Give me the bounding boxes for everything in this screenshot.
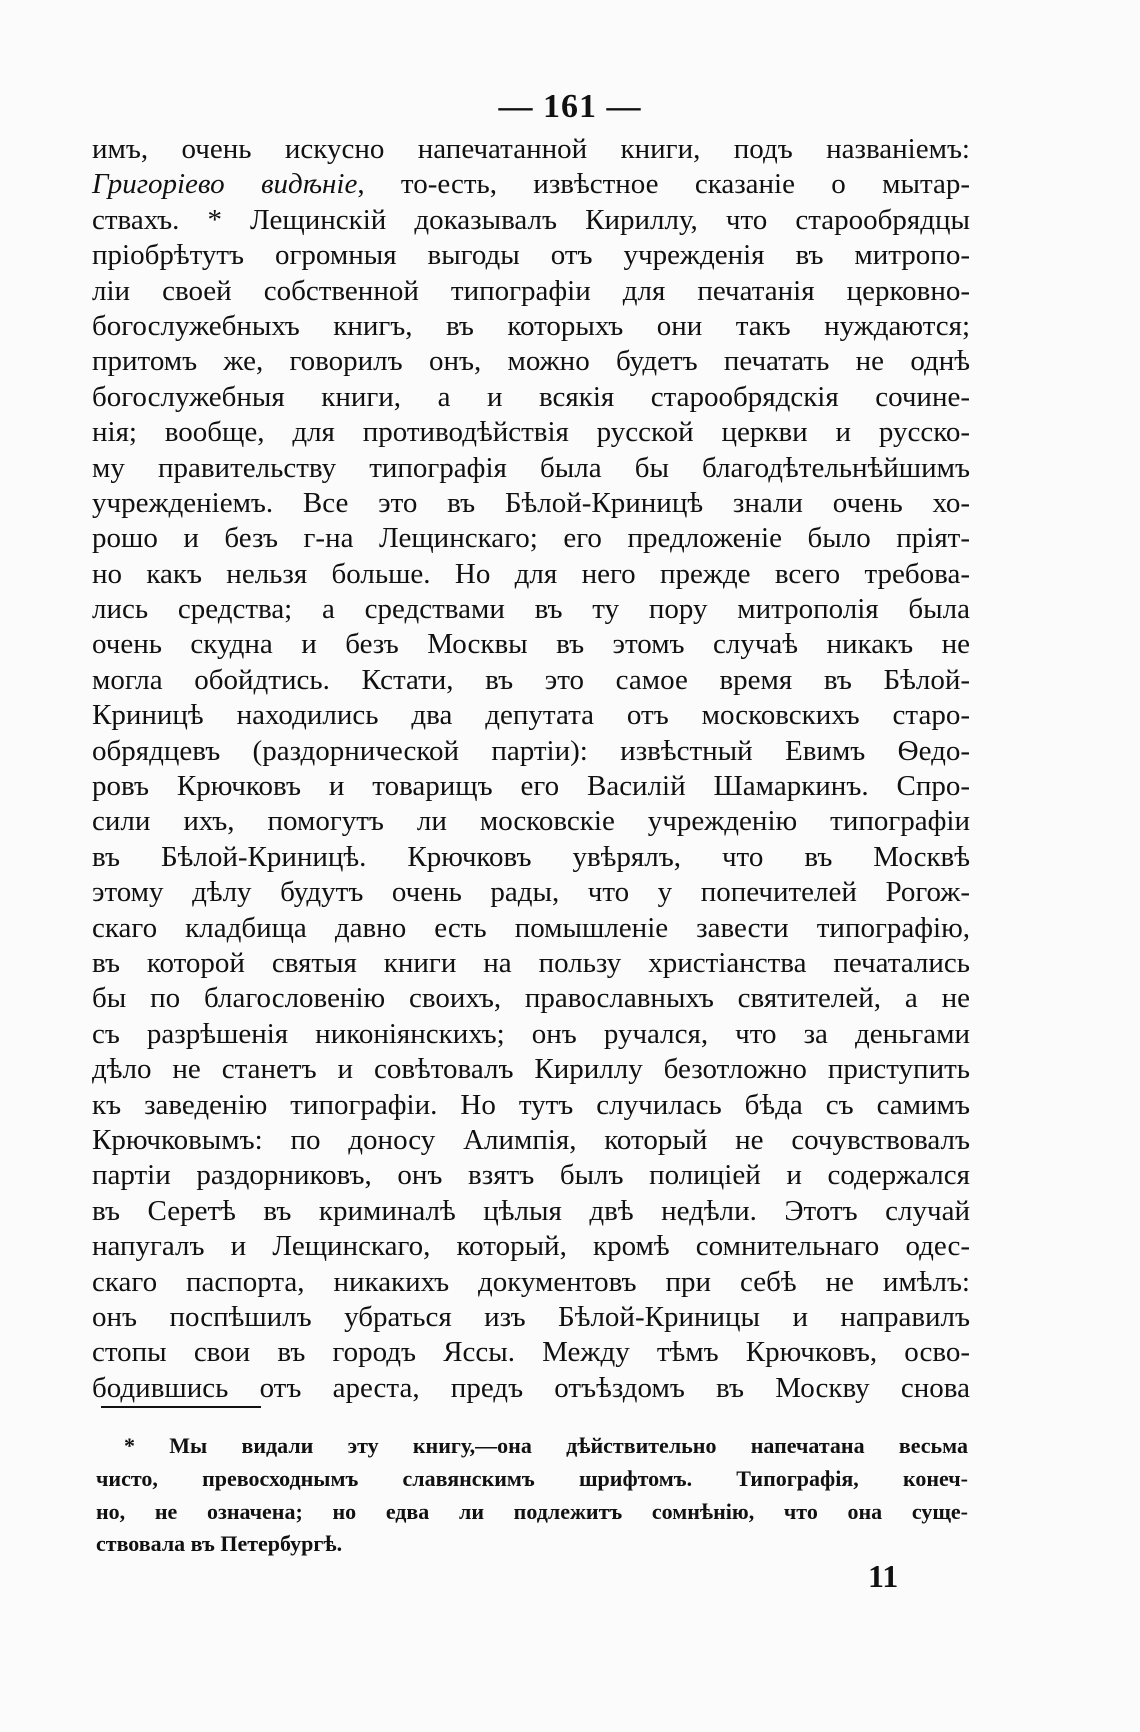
text-line: къ заведенію типографіи. Но тутъ случилась бѣда съ самимъ (92, 1088, 970, 1121)
footnote-line: * Мы видали эту книгу,—она дѣйствительно напечатана весьма (124, 1433, 968, 1458)
italic-title: Григоріево видѣніе (92, 168, 358, 201)
text-line-rest: , то-есть, извѣстное сказаніе о мытар- (357, 168, 971, 201)
text-line: нія; вообще, для противодѣйствія русской церкви и русско- (92, 416, 970, 449)
text-line: лись средства; а средствами въ ту пору митрополія была (92, 593, 970, 626)
signature-mark: 11 (868, 1558, 899, 1594)
text-line: ровъ Крючковъ и товарищъ его Василій Шамаркинъ. Спро- (92, 770, 970, 803)
body-text (92, 132, 970, 1406)
text-line: стопы свои въ городъ Яссы. Между тѣмъ Крючковъ, осво- (92, 1336, 970, 1369)
page-number: — 161 — (498, 88, 642, 125)
footnote-rule (101, 1406, 261, 1408)
text-line: Крючковымъ: по доносу Алимпія, который не сочувствовалъ (92, 1123, 970, 1156)
text-line: рошо и безъ г-на Лещинскаго; его предложеніе было пріят- (92, 522, 970, 555)
text-line: въ которой святыя книги на пользу христіанства печатались (92, 946, 970, 979)
text-line: сили ихъ, помогутъ ли московскіе учрежденію типографіи (92, 805, 970, 838)
text-line (92, 167, 970, 202)
footnote (96, 1430, 968, 1561)
text-line: притомъ же, говорилъ онъ, можно будетъ печатать не однѣ (92, 345, 970, 378)
text-line: пріобрѣтутъ огромныя выгоды отъ учрежденія въ митропо- (92, 239, 970, 272)
text-line: богослужебныхъ книгъ, въ которыхъ они такъ нуждаются; (92, 309, 970, 342)
text-line: бы по благословенію своихъ, православныхъ святителей, а не (92, 982, 970, 1015)
text-line: съ разрѣшенія никоніянскихъ; онъ ручался, что за деньгами (92, 1017, 970, 1050)
text-line: партіи раздорниковъ, онъ взятъ былъ полиціей и содержался (92, 1159, 970, 1192)
text-line: скаго кладбища давно есть помышленіе завести типографію, (92, 911, 970, 944)
text-line: въ Бѣлой-Криницѣ. Крючковъ увѣрялъ, что въ Москвѣ (92, 840, 970, 873)
text-line: ствахъ. * Лещинскій доказывалъ Кириллу, что старообрядцы (92, 203, 970, 236)
text-line: могла обойдтись. Кстати, въ это самое время въ Бѣлой- (92, 663, 970, 696)
text-line: этому дѣлу будутъ очень рады, что у попечителей Рогож- (92, 876, 970, 909)
footnote-line: но, не означена; но едва ли подлежитъ сомнѣнію, что она суще- (96, 1498, 968, 1524)
text-line: обрядцевъ (раздорнической партіи): извѣстный Евимъ Ѳедо- (92, 734, 970, 767)
text-line: му правительству типографія была бы благодѣтельнѣйшимъ (92, 451, 970, 484)
text-line: дѣло не станетъ и совѣтовалъ Кириллу безотложно приступить (92, 1053, 970, 1086)
text-line: скаго паспорта, никакихъ документовъ при себѣ не имѣлъ: (92, 1265, 970, 1298)
text-line: напугалъ и Лещинскаго, который, кромѣ сомнительнаго одес- (92, 1230, 970, 1263)
text-line: богослужебныя книги, а и всякія старообрядскія сочине- (92, 380, 970, 413)
text-line: очень скудна и безъ Москвы въ этомъ случаѣ никакъ не (92, 628, 970, 661)
text-line: бодившись отъ ареста, предъ отъѣздомъ въ Москву снова (92, 1371, 970, 1404)
footnote-line: ствовала въ Петербургѣ. (96, 1531, 343, 1557)
text-line: онъ поспѣшилъ убраться изъ Бѣлой-Криницы и направилъ (92, 1300, 970, 1333)
text-line: но какъ нельзя больше. Но для него прежде всего требова- (92, 557, 970, 590)
text-line: въ Серетѣ въ криминалѣ цѣлыя двѣ недѣли. Этотъ случай (92, 1194, 970, 1227)
text-line: учрежденіемъ. Все это въ Бѣлой-Криницѣ знали очень хо- (92, 486, 970, 519)
text-line: ліи своей собственной типографіи для печатанія церковно- (92, 274, 970, 307)
text-line: Криницѣ находились два депутата отъ московскихъ старо- (92, 699, 970, 732)
text-line: имъ, очень искусно напечатанной книги, подъ названіемъ: (92, 133, 970, 165)
footnote-line: чисто, превосходнымъ славянскимъ шрифтомъ. Типографія, конеч- (96, 1465, 968, 1491)
